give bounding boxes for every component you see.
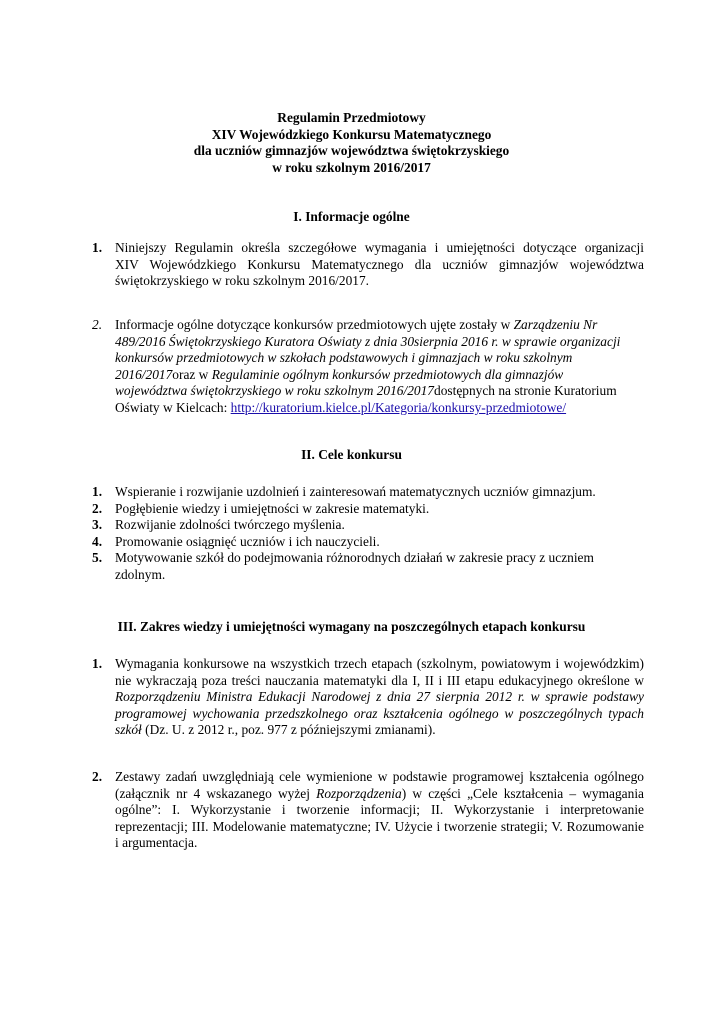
section-1-item-2 <box>92 317 644 417</box>
section-2-heading: II. Cele konkursu <box>301 447 402 462</box>
list-item <box>92 517 652 534</box>
list-item <box>92 484 652 501</box>
document-title <box>0 110 703 176</box>
title-line-2: XIV Wojewódzkiego Konkursu Matematycznego <box>211 126 492 142</box>
section-1-heading: I. Informacje ogólne <box>293 209 410 224</box>
item-paragraph <box>115 317 631 417</box>
item-text: Informacje ogólne dotyczące konkursów przedmiotowych ujęte zostały w <box>115 317 514 332</box>
section-3-item-2 <box>92 769 644 852</box>
item-text: Wspieranie i rozwijanie uzdolnień i zainteresowań matematycznych uczniów gimnazjum. <box>115 484 596 499</box>
section-1-item-1 <box>92 240 644 290</box>
goals-list <box>92 484 652 583</box>
item-number: 5. <box>92 550 103 565</box>
title-line-4: w roku szkolnym 2016/2017 <box>272 159 431 175</box>
item-number: 2. <box>92 769 103 784</box>
item-number: 1. <box>92 484 103 499</box>
item-text-line: XIV Wojewódzkiego Konkursu Matematycznego dla uczniów gimnazjów województwa <box>115 256 644 272</box>
list-item <box>92 534 652 551</box>
item-text: oraz w <box>172 366 212 382</box>
item-text: Motywowanie szkół do podejmowania różnorodnych działań w zakresie pracy z uczniem zdolnym. <box>115 550 594 582</box>
item-text-italic: Rozporządzeniu Ministra Edukacji Narodowej z dnia 27 sierpnia 2012 r. w sprawie podstawy programowej wychowania przedszkolnego oraz kształcenia ogólnego w poszczególnych typach szkół <box>115 689 644 738</box>
item-text: Zestawy zadań uwzględniają cele wymienione w podstawie programowej kształcenia ogólnego (załącznik nr 4 wskazanego wyżej <box>115 769 644 801</box>
item-text: Pogłębienie wiedzy i umiejętności w zakresie matematyki. <box>115 500 430 516</box>
item-number: 2. <box>92 500 103 516</box>
section-3-item-1 <box>92 656 644 739</box>
item-text-line: Niniejszy Regulamin określa szczegółowe wymagania i umiejętności dotyczące organizacji <box>115 240 644 255</box>
item-paragraph <box>115 769 644 852</box>
item-paragraph <box>115 656 644 739</box>
title-line-3: dla uczniów gimnazjów województwa świętokrzyskiego <box>193 143 510 158</box>
item-text: Rozwijanie zdolności twórczego myślenia. <box>115 517 345 532</box>
title-line-1: Regulamin Przedmiotowy <box>277 110 426 125</box>
item-text: (Dz. U. z 2012 r., poz. 977 z późniejszymi zmianami). <box>141 722 436 738</box>
item-text: ) w części „Cele kształcenia – wymagania ogólne”: I. Wykorzystanie i tworzenie informacji; II. Wykorzystanie i interpretowanie reprezentacji; III. Modelowanie matematyczne; IV. Użycie i tworzenie strategii; V. Rozumowanie i argumentacja. <box>115 785 644 851</box>
kuratorium-link[interactable]: http://kuratorium.kielce.pl/Kategoria/konkursy-przedmiotowe/ <box>230 399 567 415</box>
item-text: Wymagania konkursowe na wszystkich trzech etapach (szkolnym, powiatowym i wojewódzkim) nie wykraczają poza treści nauczania matematyki dla I, II i III etapu edukacyjnego określone w <box>115 656 644 688</box>
item-text: dostępnych na stronie Kuratorium Oświaty w Kielcach: <box>115 383 617 415</box>
section-3-heading: III. Zakres wiedzy i umiejętności wymagany na poszczególnych etapach konkursu <box>117 619 586 634</box>
item-number: 1. <box>92 240 103 255</box>
item-text: Promowanie osiągnięć uczniów i ich nauczycieli. <box>115 533 380 549</box>
list-item <box>92 501 652 518</box>
item-text-line: świętokrzyskiego w roku szkolnym 2016/2017. <box>115 273 370 289</box>
item-number: 1. <box>92 656 103 671</box>
item-text-italic: Rozporządzenia <box>316 785 402 801</box>
item-number: 2. <box>92 317 103 332</box>
item-text-italic: Regulaminie ogólnym konkursów przedmiotowych dla gimnazjów województwa świętokrzyskiego w roku szkolnym 2016/2017 <box>115 366 564 399</box>
item-number: 4. <box>92 533 103 549</box>
item-number: 3. <box>92 517 103 532</box>
item-text-italic: Zarządzeniu Nr 489/2016 Świętokrzyskiego Kuratora Oświaty z dnia 30sierpnia 2016 r. w sprawie organizacji konkursów przedmiotowych w szkołach podstawowych i gimnazjach w roku szkolnym 2016/2017 <box>115 317 621 382</box>
list-item <box>92 550 652 583</box>
